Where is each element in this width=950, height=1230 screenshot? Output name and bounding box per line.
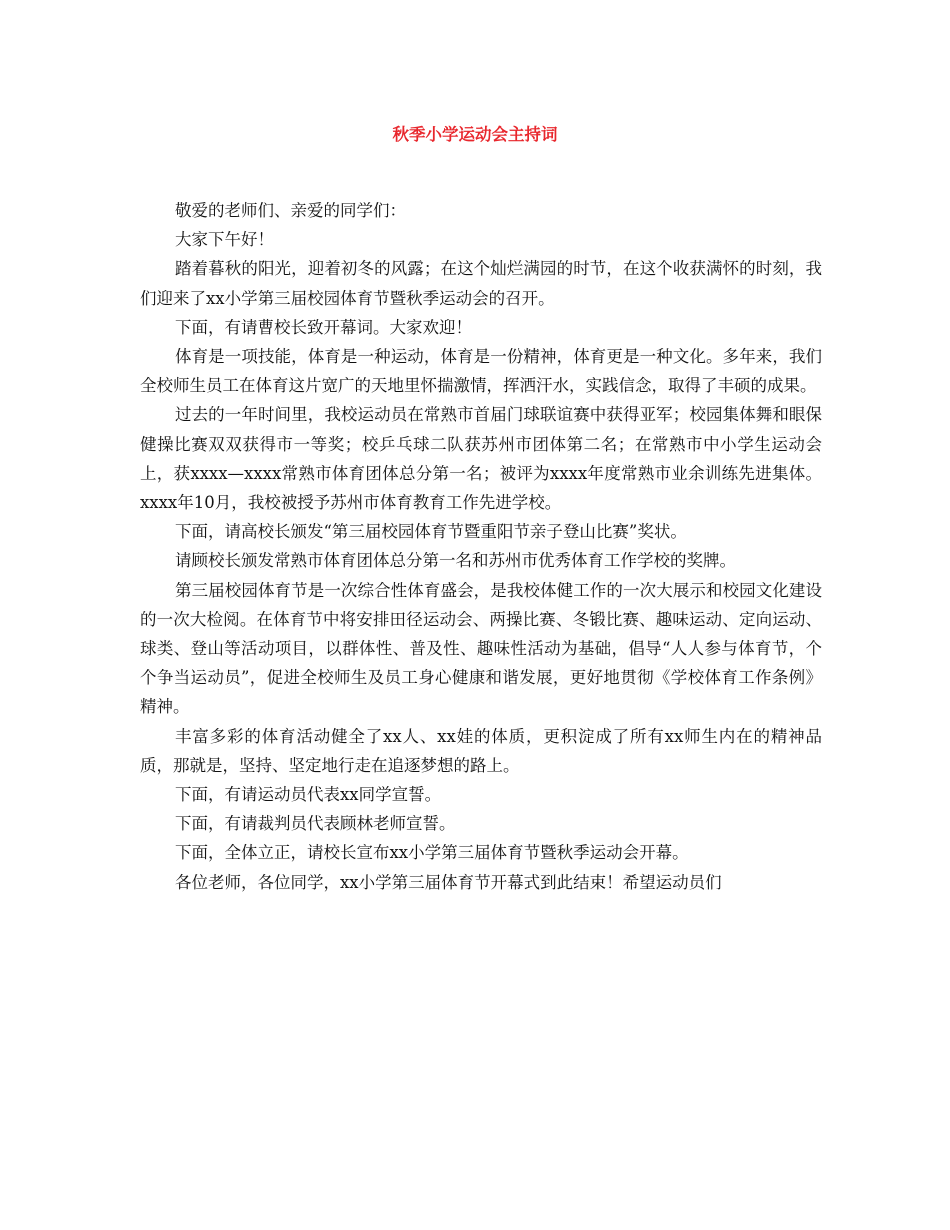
paragraph-referee-oath: 下面，有请裁判员代表顾林老师宣誓。 <box>175 814 456 834</box>
paragraph-principal-speech: 下面，有请曹校长致开幕词。大家欢迎！ <box>175 317 472 337</box>
paragraph-award-certificates: 下面，请高校长颁发“第三届校园体育节暨重阳节亲子登山比赛”奖状。 <box>175 522 687 542</box>
document-body <box>140 196 822 897</box>
paragraph-festival-intro: 第三届校园体育节是一次综合性体育盛会，是我校体健工作的一次大展示和校园文化建设的一次大检阅。在体育节中将安排田径运动会、两操比赛、冬锻比赛、趣味运动、定向运动、球类、登山等活动项目，以群体性、普及性、趣味性活动为基础，倡导“人人参与体育节，个个争当运动员”，促进全校师生及员工身心健康和谐发展，更好地贯彻《学校体育工作条例》精神。 <box>140 580 822 717</box>
paragraph-opening: 踏着暮秋的阳光，迎着初冬的风露；在这个灿烂满园的时节，在这个收获满怀的时刻，我们迎来了xx小学第三届校园体育节暨秋季运动会的召开。 <box>140 259 822 308</box>
document-title: 秋季小学运动会主持词 <box>392 125 558 144</box>
paragraph-good-afternoon: 大家下午好！ <box>175 230 274 250</box>
paragraph-closing: 各位老师，各位同学，xx小学第三届体育节开幕式到此结束！希望运动员们 <box>175 872 722 892</box>
paragraph-sports-culture: 体育是一项技能，体育是一种运动，体育是一份精神，体育更是一种文化。多年来，我们全校师生员工在体育这片宽广的天地里怀揣激情，挥洒汗水，实践信念，取得了丰硕的成果。 <box>140 347 822 396</box>
paragraph-athlete-oath: 下面，有请运动员代表xx同学宣誓。 <box>175 785 442 805</box>
paragraph-achievements: 过去的一年时间里，我校运动员在常熟市首届门球联谊赛中获得亚军；校园集体舞和眼保健操比赛双双获得市一等奖；校乒乓球二队获苏州市团体第二名；在常熟市中小学生运动会上，获xxxx—xxxx常熟市体育团体总分第一名；被评为xxxx年度常熟市业余训练先进集体。xxxx年10月，我校被授予苏州市体育教育工作先进学校。 <box>140 405 822 513</box>
paragraph-spirit: 丰富多彩的体育活动健全了xx人、xx娃的体质，更积淀成了所有xx师生内在的精神品质，那就是，坚持、坚定地行走在追逐梦想的路上。 <box>140 726 822 775</box>
paragraph-greeting: 敬爱的老师们、亲爱的同学们： <box>175 201 406 220</box>
paragraph-award-plaques: 请顾校长颁发常熟市体育团体总分第一名和苏州市优秀体育工作学校的奖牌。 <box>175 551 736 571</box>
paragraph-declare-open: 下面，全体立正，请校长宣布xx小学第三届体育节暨秋季运动会开幕。 <box>175 843 689 863</box>
